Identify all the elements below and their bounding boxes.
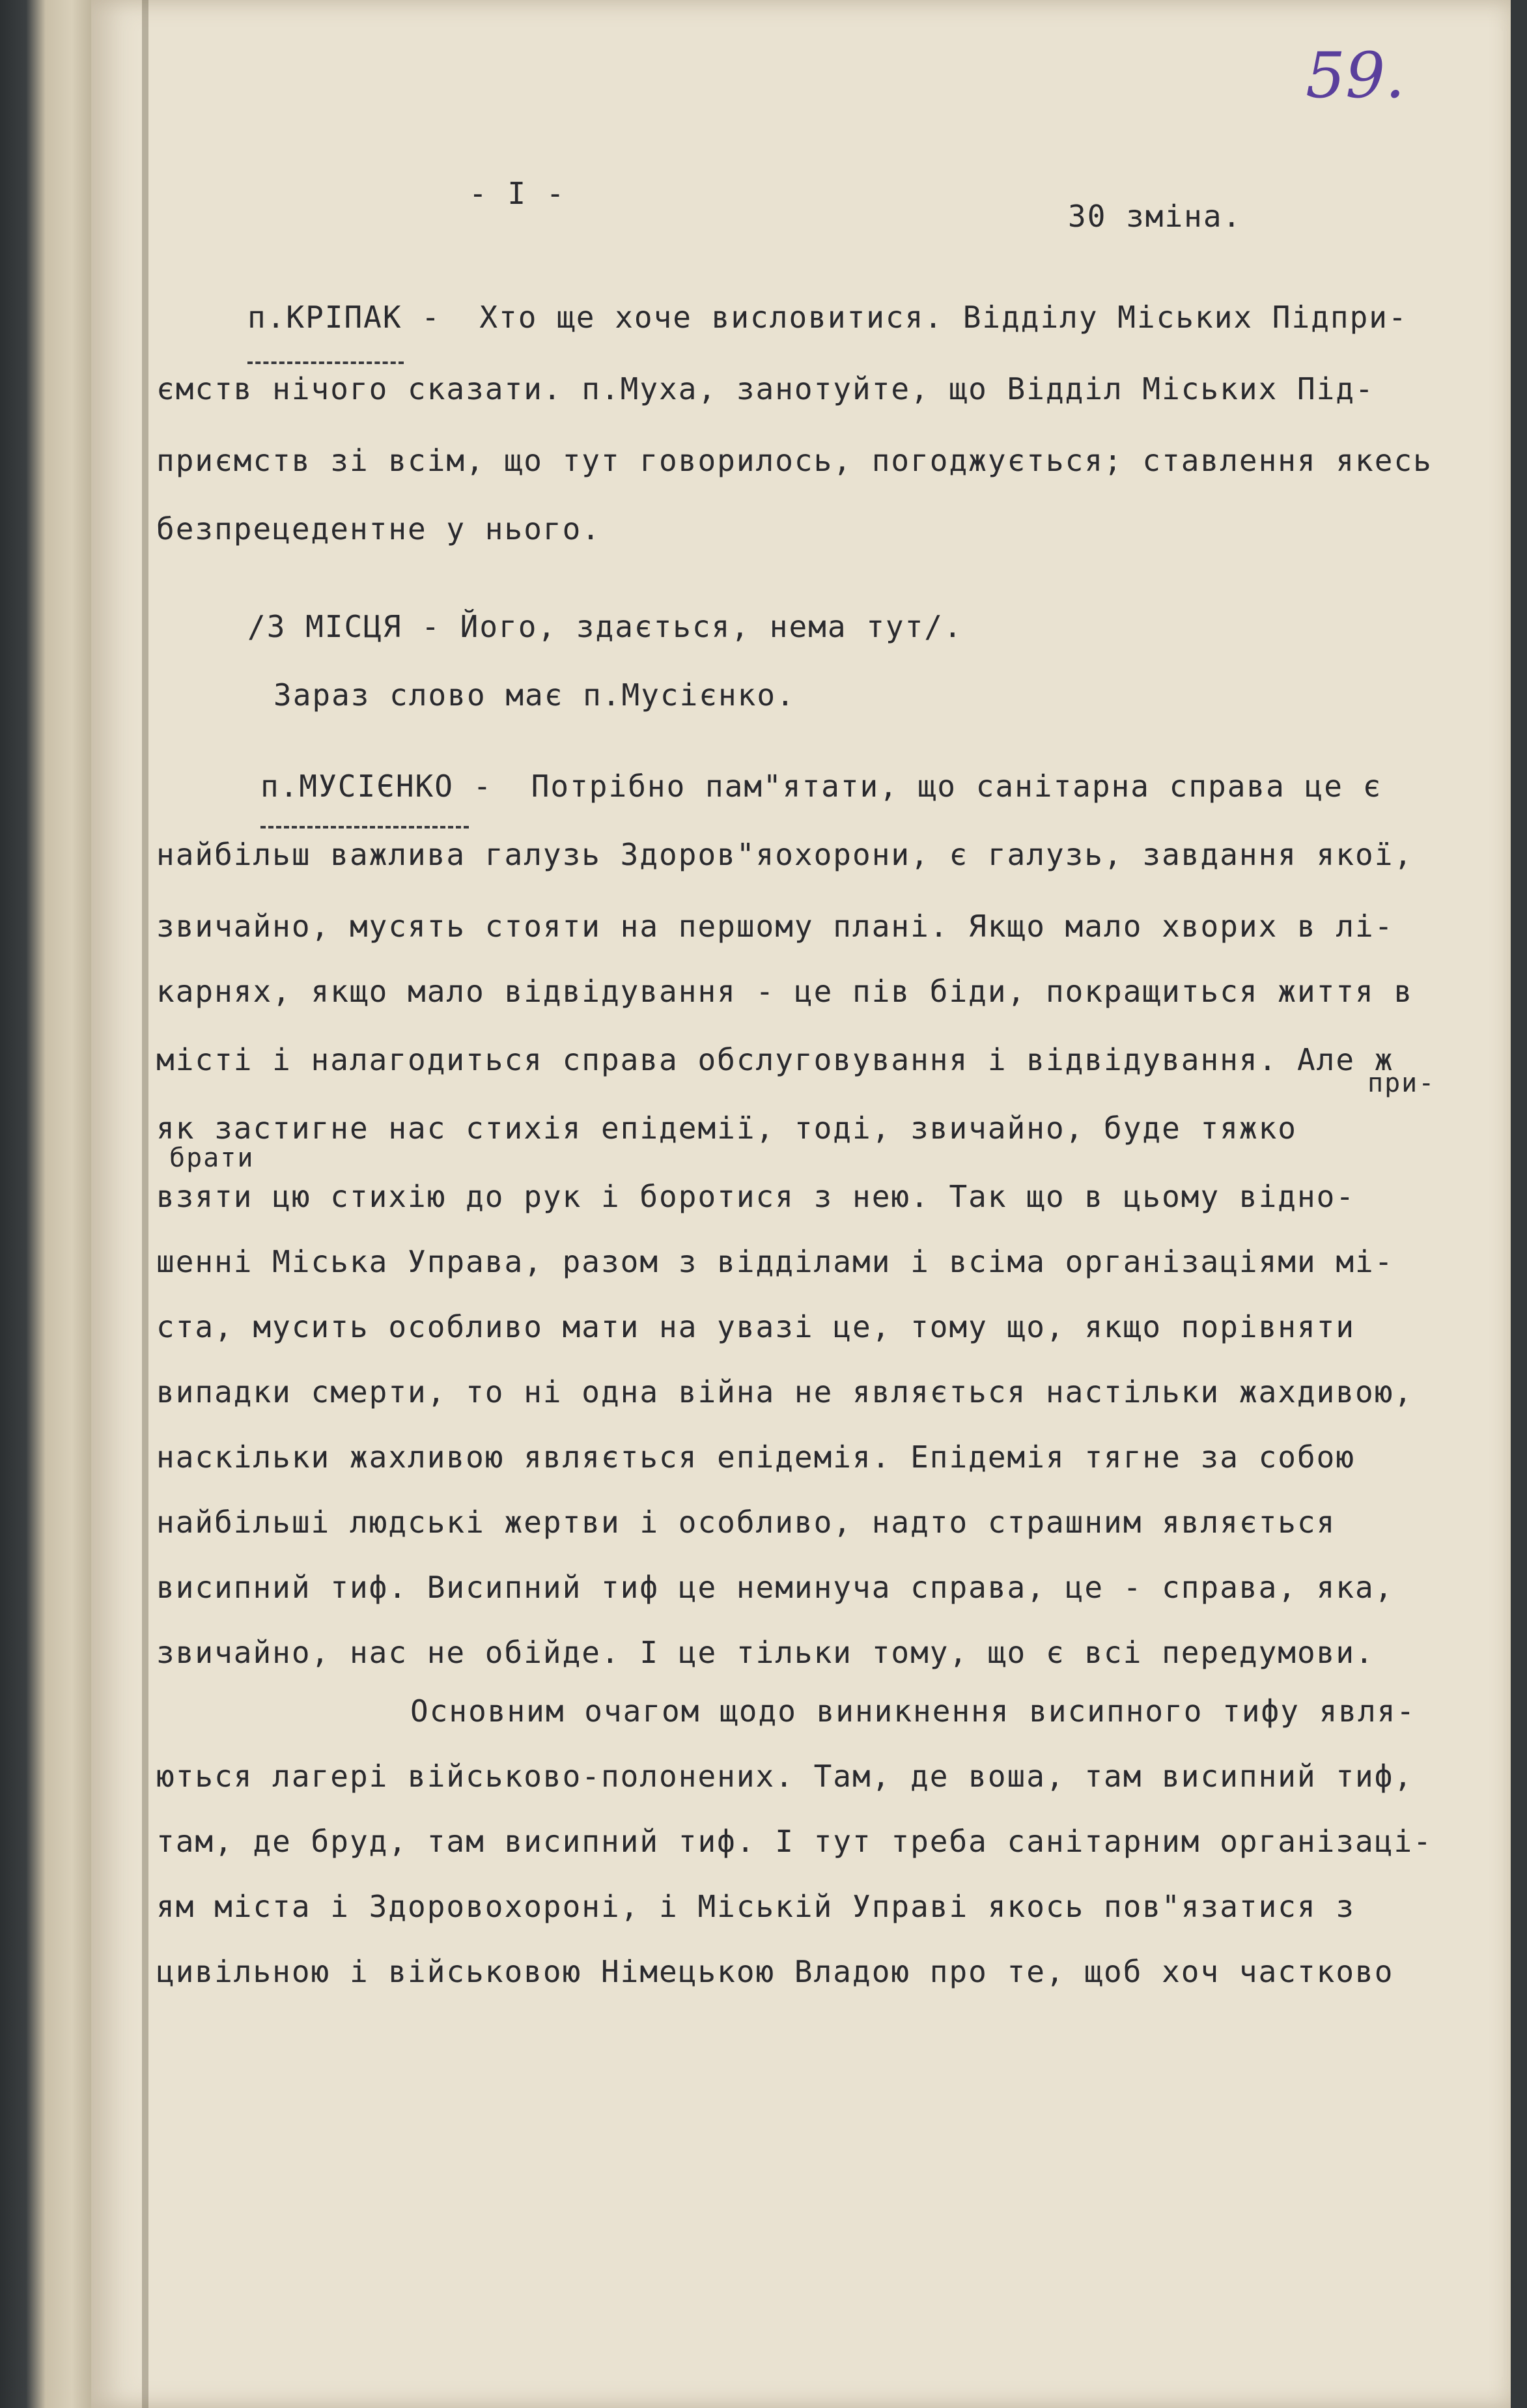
document-date: 30 зміна. [1068, 199, 1242, 234]
text-line: п.КРІПАК - Хто ще хоче висловитися. Відділу Міських Підпри- [247, 300, 1408, 335]
text-line: ста, мусить особливо мати на увазі це, тому що, якщо порівняти [156, 1309, 1356, 1344]
handwritten-correction: при- [1367, 1068, 1436, 1098]
text-line: взяти цю стихію до рук і боротися з нею. Так що в цьому відно- [156, 1179, 1356, 1214]
text-line: /З МІСЦЯ - Його, здається, нема тут/. [247, 609, 963, 644]
text-line: як застигне нас стихія епідемії, тоді, звичайно, буде тяжко [156, 1111, 1297, 1146]
text-line: приємств зі всім, що тут говорилось, погоджується; ставлення якесь [156, 443, 1433, 478]
text-line: Зараз слово має п.Мусієнко. [273, 677, 796, 713]
text-line: ються лагері військово-полонених. Там, де воша, там висипний тиф, [156, 1759, 1414, 1794]
text-line: карнях, якщо мало відвідування - це пів біди, покращиться життя в [156, 974, 1414, 1009]
text-line: наскільки жахливою являється епідемія. Епідемія тягне за собою [156, 1439, 1356, 1475]
text-line: там, де бруд, там висипний тиф. І тут треба санітарним організаці- [156, 1824, 1433, 1859]
page-number: 59. [1306, 39, 1405, 112]
section-number: - I - [469, 176, 566, 211]
text-line: шенні Міська Управа, разом з відділами і всіма організаціями мі- [156, 1244, 1394, 1279]
text-line: ям міста і Здоровохороні, і Міській Управі якось пов"язатися з [156, 1889, 1356, 1924]
text-line: найбільші людські жертви і особливо, надто страшним являється [156, 1505, 1336, 1540]
text-line: цивільною і військовою Німецькою Владою про те, щоб хоч частково [156, 1954, 1394, 1989]
text-line: випадки смерти, то ні одна війна не являється настільки жахдивою, [156, 1374, 1414, 1409]
text-line: місті і налагодиться справа обслуговування і відвідування. Але ж [156, 1042, 1394, 1077]
handwritten-correction: брати [169, 1143, 255, 1173]
text-line: найбільш важлива галузь Здоров"яохорони, є галузь, завдання якої, [156, 837, 1414, 872]
text-line: звичайно, нас не обійде. І це тільки тому, що є всі передумови. [156, 1635, 1375, 1670]
binding-edge [0, 0, 98, 2408]
text-line: безпрецедентне у нього. [156, 511, 601, 546]
text-line: висипний тиф. Висипний тиф це неминуча справа, це - справа, яка, [156, 1570, 1394, 1605]
text-line: ємств нічого сказати. п.Муха, занотуйте, що Відділ Міських Під- [156, 371, 1375, 406]
text-line: звичайно, мусять стояти на першому плані. Якщо мало хворих в лі- [156, 909, 1394, 944]
speaker-underline [247, 361, 404, 364]
text-line: п.МУСІЄНКО - Потрібно пам"ятати, що санітарна справа це є [260, 769, 1382, 804]
page-fold [142, 0, 148, 2408]
text-line: Основним очагом щодо виникнення висипного тифу явля- [410, 1693, 1416, 1729]
speaker-underline [260, 826, 469, 829]
